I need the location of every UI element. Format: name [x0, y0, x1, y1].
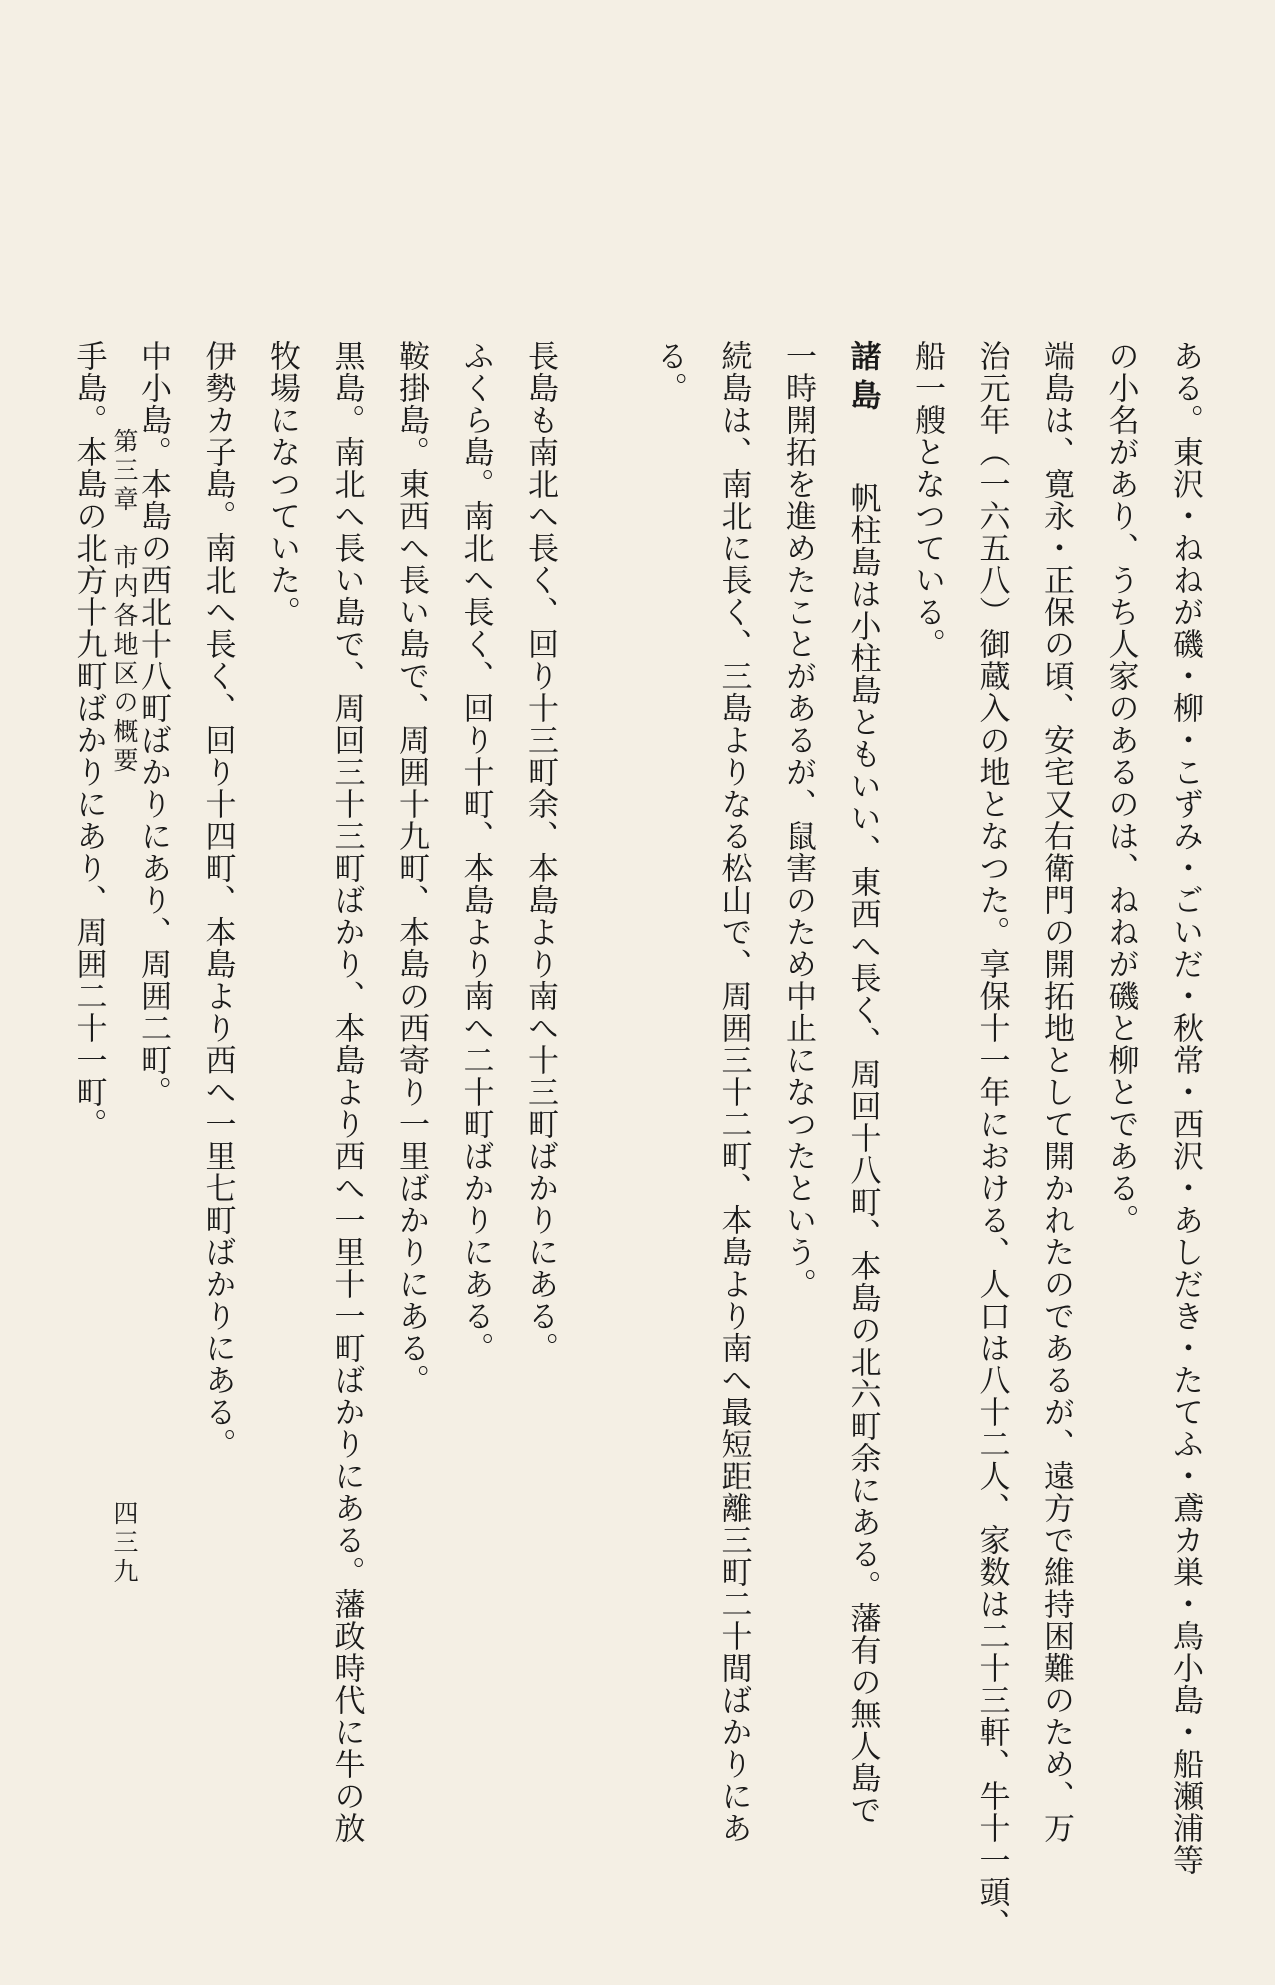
text-line: 中小島。本島の西北十八町ばかりにあり、周囲二町。 — [135, 340, 171, 1108]
body-text — [56, 340, 1217, 1940]
text-line: の小名があり、うち人家のあるのは、ねねが磯と柳とである。 — [1102, 340, 1139, 1236]
text-line: 続島は、南北に長く、三島よりなる松山で、周囲三十二町、本島より南へ最短距離三町二十間ばかりにあ — [715, 340, 752, 1844]
text-line: 一時開拓を進めたことがあるが、鼠害のため中止になつたという。 — [780, 340, 816, 1300]
text-line: 手島。本島の北方十九町ばかりにあり、周囲二十一町。 — [70, 340, 107, 1140]
text-line: 伊勢カ子島。南北へ長く、回り十四町、本島より西へ一里七町ばかりにある。 — [199, 340, 236, 1460]
text-line: 船一艘となつている。 — [909, 340, 945, 660]
section-heading: 諸島 — [844, 340, 881, 418]
text-line: る。 — [651, 340, 687, 404]
text-line: ある。東沢・ねねが磯・柳・こずみ・ごいだ・秋常・西沢・あしだき・たてふ・鳶カ巣・鳥小島・船瀬浦等 — [1167, 340, 1203, 1876]
text-line: ふくら島。南北へ長く、回り十町、本島より南へ二十町ばかりにある。 — [457, 340, 494, 1364]
page-number: 四三九 — [110, 1500, 139, 1587]
text-line: 端島は、寛永・正保の頃、安宅又右衛門の開拓地として開かれたのであるが、遠方で維持困難のため、万 — [1038, 340, 1074, 1844]
text-line: 鞍掛島。東西へ長い島で、周囲十九町、本島の西寄り一里ばかりにある。 — [393, 340, 429, 1396]
text-line: 黒島。南北へ長い島で、周回三十三町ばかり、本島より西へ一里十一町ばかりにある。藩政時代に牛の放 — [328, 340, 365, 1844]
blank-line — [572, 340, 637, 1910]
text-line: 治元年（一六五八）御蔵入の地となつた。享保十一年における、人口は八十二人、家数は二十三軒、牛十一頭、 — [973, 340, 1010, 1940]
text-line: 牧場になつていた。 — [264, 340, 300, 628]
section-first-line: 帆柱島は小柱島ともいい、東西へ長く、周回十八町、本島の北六町余にある。藩有の無人島で — [844, 482, 881, 1826]
section-line — [830, 340, 895, 1910]
chapter-footer: 第三章 市内各地区の概要 — [110, 428, 139, 776]
text-line: 長島も南北へ長く、回り十三町余、本島より南へ十三町ばかりにある。 — [522, 340, 558, 1364]
